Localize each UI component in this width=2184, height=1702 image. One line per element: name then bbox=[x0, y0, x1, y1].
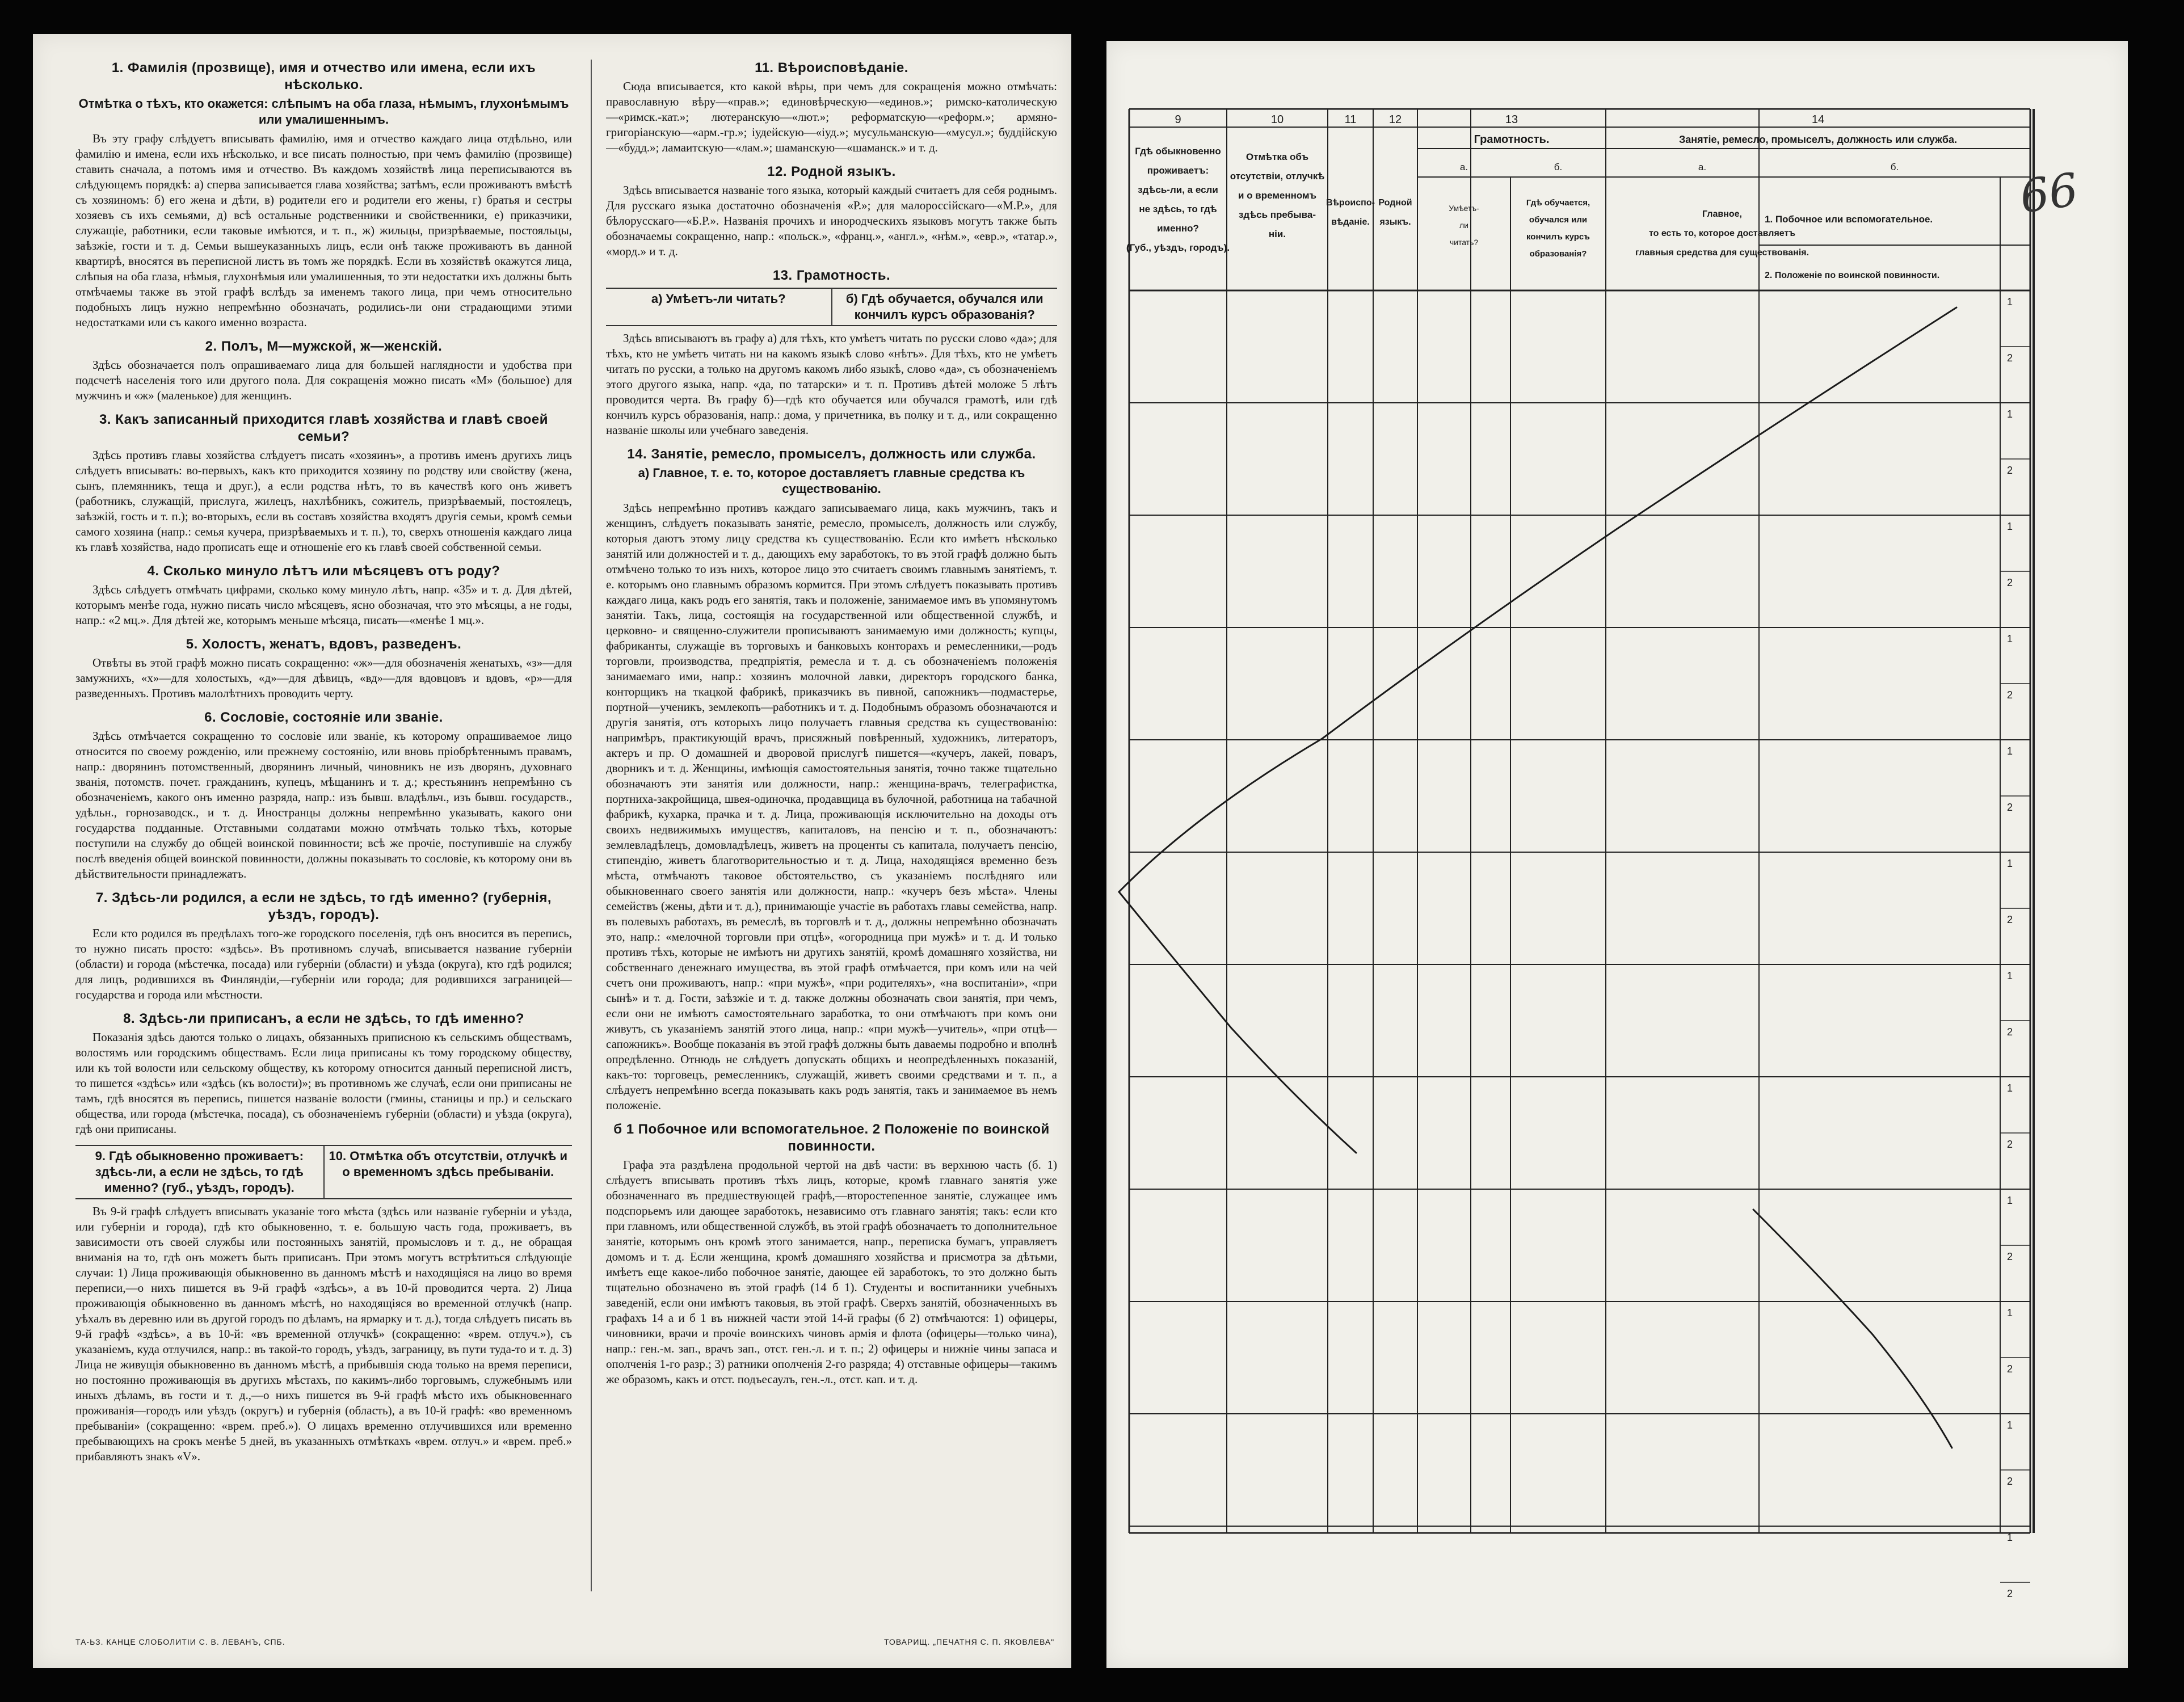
row-sub-label-1: 1 bbox=[2007, 858, 2013, 869]
section-body: Показанія здѣсь даются только о лицахъ, обязанныхъ приписною къ сельскимъ обществамъ, волостямъ или городскимъ обществамъ. Если лица приписаны къ тому городскому обществу, или къ той волости или сельскому обществу, къ которому относится данный переписной листъ, то пишется «здѣсь» или «здѣсь (къ волости)»; въ противномъ же случаѣ, если они приписаны не тамъ, гдѣ вносятся въ перепись, пишется названіе волости (гмины, станицы и пр.) и сельскаго общества, или города (мѣстечка, посада), съ обозначеніемъ губерніи (области) и уѣзда (округа), гдѣ они приписаны. bbox=[75, 1030, 572, 1136]
instruction-section bbox=[75, 1145, 572, 1464]
column-9-header: не здѣсь, то гдѣ bbox=[1139, 204, 1217, 214]
instruction-section bbox=[606, 163, 1057, 259]
column-11-header: вѣданіе. bbox=[1331, 217, 1370, 227]
section-heading: 13. Грамотность. bbox=[772, 268, 891, 283]
row-sub-label-2: 2 bbox=[2007, 352, 2013, 364]
row-sub-label-2: 2 bbox=[2007, 1588, 2013, 1599]
column-number: 13 bbox=[1505, 113, 1518, 126]
column-13a-header: ли bbox=[1459, 221, 1468, 230]
cancellation-stroke-lower-right bbox=[1753, 1210, 1952, 1448]
instruction-section bbox=[606, 60, 1057, 155]
row-sub-label-2: 2 bbox=[2007, 802, 2013, 813]
section-heading: 12. Родной языкъ. bbox=[767, 164, 896, 179]
sub-label: а. bbox=[1698, 162, 1707, 172]
column-9-header: проживаетъ: bbox=[1147, 165, 1209, 176]
section-heading: 4. Сколько минуло лѣтъ или мѣсяцевъ отъ роду? bbox=[147, 563, 500, 579]
section-body: Здѣсь слѣдуетъ отмѣчать цифрами, сколько кому минуло лѣтъ, напр. «35» и т. д. Для дѣтей, которымъ менѣе года, нужно писать число мѣсяцевъ, ясно обозначая, что это мѣсяцы, а не годы, напр.: «2 мц.». Для дѣтей же, которымъ меньше мѣсяца, писать—«менѣе 1 мц.». bbox=[75, 583, 572, 627]
section-subheading: Отмѣтка о тѣхъ, кто окажется: слѣпымъ на оба глаза, нѣмымъ, глухонѣмымъ или умалишеннымъ. bbox=[78, 96, 569, 127]
section-body: Въ эту графу слѣдуетъ вписывать фамилію, имя и отчество каждаго лица отдѣльно, или фамилію и имена, если ихъ нѣсколько, и все писать полностью, при чемъ фамилію (прозвище) ставить сначала, а потомъ имя и отчество. Въ каждомъ хозяйствѣ лица переписываются въ слѣдующемъ порядкѣ: а) сперва записывается глава хозяйства; затѣмъ, если проживаютъ вмѣстѣ съ хозяиномъ: б) его жена и дѣти, в) родители его и родители его жены, г) братья и сестры хозяевъ съ ихъ семьями, д) всѣ остальные родственники и свойственники, е) приказчики, служащіе, работники, если таковые имѣются, и т. п., ж) жильцы, призрѣваемые, постояльцы, заѣзжіе, гости и т. д. Семьи вышеуказанныхъ лицъ, если онѣ также проживаютъ въ данной квартирѣ, вносятся въ переписной листъ въ томъ же порядкѣ. Если въ хозяйствѣ окажутся лица, слѣпыя на оба глаза, нѣмыя, глухонѣмыя или умалишенныя, то эти недостатки ихъ должны быть отмѣчаемы также въ этой графѣ вслѣдъ за именемъ такого лица, при чемъ относительно подобныхъ лицъ нужно непремѣнно обозначать, родились-ли они страдающими этими недостатками или съ какого именно возраста. bbox=[75, 132, 572, 329]
column-9-header: (Губ., уѣздъ, городъ). bbox=[1126, 242, 1230, 253]
section-body: Здѣсь обозначается полъ опрашиваемаго лица для большей наглядности и удобства при подсчетѣ населенія того или другого пола. Для сокращенія можно писать «М» (большое) для мужчинъ и «ж» (маленькое) для женщинъ. bbox=[75, 358, 572, 402]
split-heading-cell: а) Умѣетъ-ли читать? bbox=[651, 292, 786, 306]
occupation-group-title: Занятіе, ремесло, промыселъ, должность или служба. bbox=[1678, 134, 1958, 145]
row-sub-label-2: 2 bbox=[2007, 577, 2013, 588]
section-body: Здѣсь вписываютъ въ графу а) для тѣхъ, кто умѣетъ читать по русски слово «да»; для тѣхъ, кто не умѣетъ читать ни на какомъ языкѣ слово «нѣтъ». Для тѣхъ, кто не умѣетъ читать по русски, а только на другомъ какомъ либо языкѣ, слово «да», съ обозначеніемъ этого другого языка, напр. «да, по татарски» и т. п. Противъ дѣтей моложе 5 лѣтъ проводится черта. Въ графу б)—гдѣ кто обучается или обучался грамотѣ, или гдѣ кончилъ курсъ образованія, напр.: дома, у причетника, въ полку и т. д., или сокращенно названіе школы или учебнаго заведенія. bbox=[606, 331, 1057, 437]
column-12-header: языкъ. bbox=[1379, 217, 1411, 227]
section-body: Здѣсь вписывается названіе того языка, который каждый считаетъ для себя роднымъ. Для русскаго языка достаточно обозначенія «Р.»; для малороссійскаго—«М.Р.», для бѣлорусскаго—«Б.Р.». Названія прочихъ и инородческихъ языковъ могутъ также быть обозначаемы сокращенно, напр.: «польск.», «франц.», «англ.», «нѣм.», «евр.», «татар.», «морд.» и т. д. bbox=[606, 183, 1057, 258]
section-heading: 11. Вѣроисповѣданіе. bbox=[755, 60, 908, 75]
row-sub-label-1: 1 bbox=[2007, 1082, 2013, 1094]
instructions-column-right bbox=[606, 60, 1057, 1603]
instruction-section bbox=[75, 890, 572, 1002]
column-13b-header: кончилъ курсъ bbox=[1526, 232, 1590, 242]
row-sub-label-2: 2 bbox=[2007, 914, 2013, 925]
section-heading: 5. Холостъ, женатъ, вдовъ, разведенъ. bbox=[186, 637, 462, 652]
section-heading: 2. Полъ, М—мужской, ж—женскій. bbox=[205, 339, 443, 354]
section-heading: б 1 Побочное или вспомогательное. 2 Положеніе по воинской повинности. bbox=[613, 1122, 1050, 1154]
column-10-header: и о временномъ bbox=[1238, 190, 1317, 201]
instruction-section bbox=[75, 563, 572, 628]
section-subheading: а) Главное, т. е. то, которое доставляетъ главные средства къ существованію. bbox=[638, 466, 1025, 496]
row-sub-label-2: 2 bbox=[2007, 1476, 2013, 1487]
instruction-section bbox=[75, 60, 572, 330]
column-10-header: Отмѣтка объ bbox=[1245, 151, 1309, 162]
section-body: Въ 9-й графѣ слѣдуетъ вписывать указаніе того мѣста (здѣсь или названіе губерніи и уѣзда, или губерніи и города), гдѣ кто обыкновенно, т. е. большую часть года, проживаетъ, въ зависимости отъ своей службы или постоянныхъ занятій, промысловъ и т. д., не обращая вниманія на то, гдѣ онъ можетъ быть приписанъ. При этомъ могутъ встрѣтиться слѣдующіе случаи: 1) Лица проживающія обыкновенно въ данномъ мѣстѣ и находящіяся на лицо во время переписи,—о нихъ пишется въ 9-й графѣ «здѣсь», а въ 10-й проводится черта. 2) Лица проживающія обыкновенно въ данномъ мѣстѣ, но находящіяся во временной отлучкѣ (напр. уѣхалъ въ деревню или въ другой городъ по дѣламъ, на ярмарку и т. д.), тогда слѣдуетъ писать въ 9-й графѣ «здѣсь», а въ 10-й: «въ временной отлучкѣ» (сокращенно: «врем. отлуч.»), съ указаніемъ, куда отлучился, напр.: въ такой-то городъ, уѣздъ, заграницу, въ пути туда-то и т. д. 3) Лица не живущія обыкновенно въ данномъ мѣстѣ, а прибывшія сюда только на время переписи, но постоянно проживающія въ другихъ мѣстахъ, по какимъ-либо торговымъ, служебнымъ или иныхъ дѣламъ, въ гости и т. д.,—о нихъ пишется въ 9-й графѣ мѣсто ихъ обыкновеннаго проживанія—городъ или уѣздъ (округъ) и губернія (область), а въ 10-й графѣ: «во временномъ пребываніи» (сокращенно: «врем. преб.»). О лицахъ временно отлучившихся или временно пребывающихъ на срокъ менѣе 5 дней, въ указанныхъ отмѣткахъ «врем. отлуч.» и «врем. преб.» прибавляютъ знакъ «V». bbox=[75, 1204, 572, 1463]
row-sub-label-2: 2 bbox=[2007, 689, 2013, 701]
section-heading: 8. Здѣсь-ли приписанъ, а если не здѣсь, то гдѣ именно? bbox=[123, 1011, 524, 1026]
column-13a-header: Умѣетъ- bbox=[1449, 204, 1479, 213]
section-body: Отвѣты въ этой графѣ можно писать сокращенно: «ж»—для обозначенія женатыхъ, «з»—для замужнихъ, «х»—для холостыхъ, «д»—для дѣвицъ, «вд»—для вдовцовъ и вдовъ, «р»—для разведенныхъ. Противъ малолѣтнихъ проводить черту. bbox=[75, 656, 572, 700]
column-13b-header: обучался или bbox=[1529, 215, 1588, 225]
section-body: Здѣсь непремѣнно противъ каждаго записываемаго лица, какъ мужчинъ, такъ и женщинъ, слѣдуетъ показывать занятіе, ремесло, промыселъ, должность или службу, которыя даютъ этому лицу средства къ существованію. Если кто имѣетъ нѣсколько занятій или должностей и т. д., дающихъ ему заработокъ, то въ этой графѣ должно быть отмѣчено только то изъ нихъ, которое лицо это считаетъ своимъ главнымъ занятіемъ, т. е. которымъ оно главнымъ образомъ кормится. При этомъ слѣдуетъ показывать противъ каждаго лица, какъ родъ его занятія, такъ и положеніе, занимаемое имъ въ упомянутомъ занятіи. Такъ, лица, состоящія на государственной или общественной службѣ, и церковно- и священно-служители прописываютъ занимаемую ими должность; купцы, фабриканты, служащіе въ торговыхъ и банковыхъ конторахъ и ремесленники,—родъ торговли, производства, предпріятія, ремесла и т. д. съ обозначеніемъ положенія занимаемаго ими, напр.: хозяинъ молочной лавки, директоръ городского банка, конторщикъ на ткацкой фабрикѣ, приказчикъ въ пивной, сапожникъ—подмастерье, портной—ученикъ, землекопъ—работникъ и т. д. Подобнымъ образомъ обозначаются и другія занятія, отъ которыхъ лицо получаетъ главныя средства къ существованію: напримѣръ, практикующій врачъ, присяжный повѣренный, художникъ, литераторъ, актеръ и пр. О домашней и дворовой прислугѣ пишется—«кучеръ, лакей, поваръ, дворникъ и т. д. Женщины, имѣющія самостоятельныя занятія, точно также тщательно обозначаютъ эти занятія или должности, напр.: женщина-врачъ, телеграфистка, портниха-закройщица, швея-одиночка, продавщица въ булочной, работница на табачной фабрикѣ, кухарка, прачка и т. д. Лица, проживающія исключительно на доходы отъ своихъ недвижимыхъ имуществъ, капиталовъ, на пенсію и т. п., обозначаютъ: землевладѣлецъ, домовладѣлецъ, живетъ на проценты съ капитала, получаетъ пенсію, стипендію, живетъ благотворительностью и т. д. Лица, находящіяся временно безъ мѣста, отмѣчаютъ таковое обстоятельство, съ указаніемъ послѣдняго или обыкновеннаго своего занятія или должности, напр.: «кучеръ безъ мѣста». Члены семействъ (жены, дѣти и т. д.), принимающіе участіе въ работахъ главы семейства, напр. въ полевыхъ работахъ, въ ремеслѣ, въ торговлѣ и т. д., должны непремѣнно обозначать это, напр.: «мелочной торговли при отцѣ», «огородница при мужѣ» и т. д. И только противъ тѣхъ, которые не имѣютъ ни другихъ занятій, кромѣ домашняго хозяйства, ни собственнаго денежнаго имущества, въ этой графѣ отмѣчается, при комъ или на чей счетъ они проживаютъ, напр.: «при мужѣ», «при родителяхъ», «на воспитаніи», «при сынѣ» и т. д. Гости, заѣзжіе и т. д. также должны обозначать свои занятія, при чемъ, если они не имѣютъ самостоятельнаго заработка, то они отмѣчаютъ при комъ они живутъ, съ указаніемъ занятій этого лица, напр.: «при мужѣ—учитель», «при отцѣ—сапожникъ». Вообще показанія въ этой графѣ должны быть даваемы подробно и вполнѣ опредѣленно. Отнюдь не слѣдуетъ допускать общихъ и неопредѣленныхъ показаній, какъ-то: торговецъ, ремесленникъ, служащій, живетъ своими средствами и т. п., а слѣдуетъ непремѣнно всегда показывать какъ родъ занятія, такъ и занимаемое въ немъ положеніе. bbox=[606, 501, 1057, 1112]
section-body: Сюда вписывается, кто какой вѣры, при чемъ для сокращенія можно отмѣчать: православную вѣру—«прав.»; единовѣрческую—«единов.»; римско-католическую—«римск.-кат.»; лютеранскую—«лют.»; реформатскую—«реформ.»; армяно-григоріанскую—«арм.-гр.»; іудейскую—«іуд.»; мусульманскую—«мусул.»; буддійскую—«будд.»; ламаитскую—«лам.»; шаманскую—«шаманск.» и т. д. bbox=[606, 79, 1057, 154]
sub-label: а. bbox=[1459, 162, 1468, 172]
column-13b-header: Гдѣ обучается, bbox=[1526, 198, 1590, 208]
split-heading-cell: б) Гдѣ обучается, обучался или кончилъ курсъ образованія? bbox=[831, 289, 1058, 325]
instruction-section bbox=[606, 446, 1057, 1113]
handwritten-page-number: 66 bbox=[2017, 163, 2081, 224]
row-sub-label-1: 1 bbox=[2007, 1195, 2013, 1206]
cancellation-stroke-lower-left bbox=[1119, 892, 1356, 1153]
instructions-column-left bbox=[75, 60, 572, 1603]
column-10-header: отсутствіи, отлучкѣ bbox=[1230, 171, 1325, 182]
column-number: 10 bbox=[1270, 113, 1284, 126]
sub-label: б. bbox=[1554, 162, 1563, 172]
instruction-section bbox=[75, 709, 572, 882]
right-page-census-form bbox=[1106, 41, 2128, 1668]
section-body: Здѣсь противъ главы хозяйства слѣдуетъ писать «хозяинъ», а противъ именъ другихъ лицъ слѣдуетъ вписывать: во-первыхъ, какъ кто приходится хозяину по родству или свойству (жена, сынъ, племянникъ, теща и друг.), а если родства нѣтъ, то въ качествѣ кого онъ живетъ (работникъ, служащій, прислуга, жилецъ, нахлѣбникъ, сожитель, призрѣваемый, постоялецъ, заѣзжій, гость и т. п.); во-вторыхъ, если въ составъ хозяйства входятъ другія семьи, кромѣ семьи самого хозяина (напр.: семья кучера, призрѣваемыхъ и т. п.), то, сверхъ отношенія каждаго лица къ главѣ хозяйства, надо прописать еще и отношеніе его къ главѣ своей собственной семьи. bbox=[75, 448, 572, 554]
column-14a-header: главныя средства для существованія. bbox=[1635, 248, 1810, 258]
column-number: 9 bbox=[1175, 113, 1181, 126]
row-sub-label-1: 1 bbox=[2007, 633, 2013, 644]
column-10-header: ніи. bbox=[1268, 229, 1286, 239]
left-page-instructions bbox=[33, 34, 1071, 1668]
row-sub-label-1: 1 bbox=[2007, 408, 2013, 420]
split-heading-cell: 9. Гдѣ обыкновенно проживаетъ: здѣсь-ли, а если не здѣсь, то гдѣ именно? (губ., уѣздъ, городъ). bbox=[95, 1149, 304, 1195]
instruction-section bbox=[606, 267, 1057, 438]
row-sub-label-1: 1 bbox=[2007, 1307, 2013, 1318]
census-table bbox=[1106, 41, 2128, 1668]
split-heading bbox=[75, 1145, 572, 1199]
column-number: 12 bbox=[1388, 113, 1402, 126]
column-divider bbox=[591, 60, 592, 1591]
row-sub-label-2: 2 bbox=[2007, 1026, 2013, 1038]
section-heading: 3. Какъ записанный приходится главѣ хозяйства и главѣ своей семьи? bbox=[99, 412, 549, 444]
column-14a-header: то есть то, которое доставляетъ bbox=[1649, 229, 1795, 238]
row-sub-label-2: 2 bbox=[2007, 1139, 2013, 1150]
printer-imprint-left: ТА-ЬЗ. КАНЦЕ СЛОБОЛИТІИ С. В. ЛЕВАНЪ, СПБ. bbox=[75, 1637, 285, 1646]
column-9-header: здѣсь-ли, а если bbox=[1138, 184, 1218, 195]
column-9-header: именно? bbox=[1157, 223, 1199, 234]
section-heading: 6. Сословіе, состояніе или званіе. bbox=[204, 710, 443, 725]
row-sub-label-2: 2 bbox=[2007, 1251, 2013, 1262]
row-sub-label-1: 1 bbox=[2007, 970, 2013, 981]
cancellation-stroke-upper bbox=[1119, 307, 1956, 892]
section-body: Графа эта раздѣлена продольной чертой на двѣ части: въ верхнюю часть (б. 1) слѣдуетъ вписывать противъ тѣхъ лицъ, которые, кромѣ главнаго занятія уже обозначеннаго въ предшествующей графѣ,—второстепенное занятіе, служащее имъ подспорьемъ или дающее заработокъ, независимо отъ главнаго занятія; такъ: если кто при главномъ, или общественной службѣ, въ этой графѣ обозначаетъ то дополнительное занятіе, которымъ онъ кромѣ этого занимается, напр., переписка бумагъ, управляетъ домомъ и т. д. Если женщина, кромѣ домашняго хозяйства и присмотра за дѣтьми, имѣетъ еще какое-либо побочное занятіе, дающее ей заработокъ, то это должно быть тщательно обозначено въ этой графѣ (14 б 1). Студенты и воспитанники учебныхъ заведеній, если они имѣютъ таковыя, въ этой графѣ. Сверхъ занятій, обозначенныхъ въ графахъ 14 а и б 1 въ нижней части этой 14-й графы (б 2) отмѣчаются: 1) офицеры, чиновники, врачи и прочіе воинскихъ чиновъ армія и флота (офицеры—только чина), напр.: ген.-м. зап., врачъ зап., отст. ген.-л. и т. п.; 2) офицеры и нижніе чины запаса и ополченія 1-го разр.; 3) ратники ополченія 2-го разряда; 4) отставные офицеры—такимъ же образомъ, какъ и отст. подъесаулъ, ген.-л., отст. кап. и т. д. bbox=[606, 1158, 1057, 1386]
section-heading: 7. Здѣсь-ли родился, а если не здѣсь, то гдѣ именно? (губернія, уѣздъ, городъ). bbox=[95, 890, 552, 922]
column-11-header: Вѣроиспо- bbox=[1326, 198, 1375, 208]
row-sub-label-1: 1 bbox=[2007, 521, 2013, 532]
column-9-header: Гдѣ обыкновенно bbox=[1135, 146, 1221, 157]
section-heading: 14. Занятіе, ремесло, промыселъ, должность или служба. bbox=[627, 446, 1036, 462]
instruction-section bbox=[75, 338, 572, 403]
column-number: 14 bbox=[1811, 113, 1825, 126]
split-heading-cell: 10. Отмѣтка объ отсутствіи, отлучкѣ и о временномъ здѣсь пребываніи. bbox=[323, 1146, 573, 1198]
row-sub-label-1: 1 bbox=[2007, 1532, 2013, 1543]
split-heading bbox=[606, 288, 1057, 326]
row-sub-label-2: 2 bbox=[2007, 465, 2013, 476]
row-sub-label-1: 1 bbox=[2007, 1419, 2013, 1431]
instruction-section bbox=[75, 636, 572, 701]
row-sub-label-2: 2 bbox=[2007, 1363, 2013, 1375]
column-14a-header: Главное, bbox=[1702, 209, 1742, 219]
column-number: 11 bbox=[1344, 113, 1357, 126]
column-13a-header: читать? bbox=[1449, 238, 1479, 247]
row-sub-label-1: 1 bbox=[2007, 745, 2013, 757]
column-14b1-header: 1. Побочное или вспомогательное. bbox=[1765, 214, 1933, 225]
section-body: Если кто родился въ предѣлахъ того-же городского поселенія, гдѣ онъ вносится въ перепись, то нужно писать просто: «здѣсь». Въ противномъ случаѣ, вписывается название губерніи (области) и города (мѣстечка, посада) или губерніи (области) и уѣзда (округа), кто гдѣ родился; для лицъ, родившихся въ Финляндіи,—губерніи или города; для родившихся заграницей—государства и города или мѣстности. bbox=[75, 926, 572, 1001]
sub-label: б. bbox=[1890, 162, 1899, 172]
instruction-section bbox=[75, 411, 572, 555]
printer-imprint-right: ТОВАРИЩ. „ПЕЧАТНЯ С. П. ЯКОВЛЕВА" bbox=[884, 1637, 1055, 1646]
column-13b-header: образованія? bbox=[1529, 249, 1587, 259]
instruction-section bbox=[606, 1121, 1057, 1387]
grammar-group-title: Грамотность. bbox=[1474, 133, 1550, 146]
column-10-header: здѣсь пребыва- bbox=[1238, 209, 1316, 220]
section-body: Здѣсь отмѣчается сокращенно то сословіе или званіе, къ которому опрашиваемое лицо относится по своему рожденію, или прежнему состоянію, или вновь пріобрѣтеннымъ правамъ, напр.: дворянинъ потомственный, дворянинъ личный, чиновникъ не изъ дворянъ, духовнаго званія, потомств. почет. гражданинъ, купецъ, мѣщанинъ и т. д.; крестьянинъ непремѣнно съ обозначеніемъ, какого онъ именно разряда, напр.: изъ бывш. владѣльч., изъ бывш. государств., удѣльн., горнозаводск., и т. д. Иностранцы должны непремѣнно указывать, какого они государства подданные. Отставными солдатами можно отмѣчать только тѣхъ, которые поступили на службу до общей воинской повинности; всѣ же прочіе, поступившіе на службу послѣ введенія общей воинской повинности, должны показывать то сословіе, къ которому они въ дѣйствительности принадлежатъ. bbox=[75, 729, 572, 881]
section-heading: 1. Фамилія (прозвище), имя и отчество или имена, если ихъ нѣсколько. bbox=[111, 60, 536, 92]
instruction-section bbox=[75, 1010, 572, 1137]
row-sub-label-1: 1 bbox=[2007, 296, 2013, 307]
column-12-header: Родной bbox=[1378, 198, 1412, 208]
column-14b2-header: 2. Положеніе по воинской повинности. bbox=[1765, 271, 1940, 280]
